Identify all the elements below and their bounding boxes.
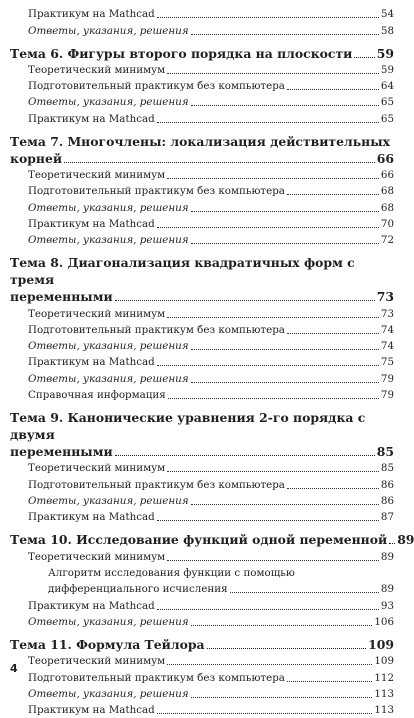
dot-leader bbox=[157, 609, 379, 610]
dot-leader bbox=[287, 333, 379, 334]
toc-entry-page: 109 bbox=[374, 655, 394, 668]
toc-entry-page: 54 bbox=[380, 8, 394, 21]
toc-entry[interactable] bbox=[10, 354, 394, 370]
toc-entry-title: Практикум на Mathcad bbox=[28, 511, 155, 524]
toc-entry[interactable] bbox=[10, 322, 394, 338]
toc-entry-title: Ответы, указания, решения bbox=[28, 616, 189, 629]
toc-section-heading[interactable] bbox=[10, 254, 394, 305]
section-title-line: Тема 10. Исследование функций одной переменной bbox=[10, 532, 388, 548]
toc-entry[interactable] bbox=[10, 669, 394, 685]
toc-entry-page: 75 bbox=[380, 356, 394, 369]
section-page: 109 bbox=[368, 637, 394, 653]
section-title-line: Тема 11. Формула Тейлора bbox=[10, 637, 205, 653]
table-of-contents bbox=[10, 6, 414, 718]
toc-entry[interactable] bbox=[10, 387, 394, 403]
toc-entry[interactable] bbox=[10, 370, 394, 386]
dot-leader bbox=[157, 520, 379, 521]
toc-entry-page: 87 bbox=[380, 511, 394, 524]
dot-leader bbox=[64, 162, 375, 163]
section-title-row bbox=[10, 288, 394, 305]
toc-entry[interactable] bbox=[10, 476, 394, 492]
toc-entry-title: Теоретический минимум bbox=[28, 307, 166, 320]
toc-entry-title: Теоретический минимум bbox=[28, 655, 166, 668]
dot-leader bbox=[191, 625, 373, 626]
toc-entry-page: 89 bbox=[380, 550, 394, 563]
dot-leader bbox=[167, 317, 379, 318]
toc-entry-title: Теоретический минимум bbox=[28, 462, 166, 475]
toc-entry-page: 106 bbox=[374, 616, 394, 629]
toc-entry-title: Подготовительный практикум без компьютера bbox=[28, 80, 285, 93]
toc-entry-title: Ответы, указания, решения bbox=[28, 340, 189, 353]
page-number: 4 bbox=[10, 662, 18, 675]
toc-entry-page: 68 bbox=[380, 185, 394, 198]
toc-entry-title: Ответы, указания, решения bbox=[28, 201, 189, 214]
toc-entry[interactable] bbox=[10, 338, 394, 354]
toc-entry[interactable] bbox=[10, 566, 394, 597]
toc-entry[interactable] bbox=[10, 6, 394, 22]
toc-entry-title: Теоретический минимум bbox=[28, 63, 166, 76]
toc-entry[interactable] bbox=[10, 548, 394, 564]
toc-entry[interactable] bbox=[10, 78, 394, 94]
toc-entry[interactable] bbox=[10, 183, 394, 199]
section-title-line: Тема 8. Диагонализация квадратичных форм с тремя bbox=[10, 255, 355, 288]
section-page: 66 bbox=[376, 150, 394, 166]
dot-leader bbox=[191, 34, 379, 35]
toc-entry-title: Подготовительный практикум без компьютера bbox=[28, 671, 285, 684]
dot-leader bbox=[157, 17, 379, 18]
section-title-row bbox=[10, 531, 414, 548]
toc-entry-title: Подготовительный практикум без компьютера bbox=[28, 478, 285, 491]
dot-leader bbox=[191, 697, 373, 698]
toc-entry[interactable] bbox=[10, 167, 394, 183]
toc-entry-page: 72 bbox=[380, 234, 394, 247]
dot-leader bbox=[287, 488, 379, 489]
dot-leader bbox=[191, 243, 379, 244]
dot-leader bbox=[167, 178, 379, 179]
dot-leader bbox=[191, 382, 379, 383]
dot-leader bbox=[115, 455, 375, 456]
section-page: 59 bbox=[376, 45, 394, 61]
section-title-line: корней bbox=[10, 150, 63, 166]
toc-entry[interactable] bbox=[10, 110, 394, 126]
toc-entry-title: Практикум на Mathcad bbox=[28, 704, 155, 717]
toc-entry[interactable] bbox=[10, 216, 394, 232]
toc-entry-page: 93 bbox=[380, 599, 394, 612]
dot-leader bbox=[157, 122, 379, 123]
toc-entry[interactable] bbox=[10, 493, 394, 509]
section-title-line: переменными bbox=[10, 289, 113, 305]
toc-entry[interactable] bbox=[10, 653, 394, 669]
toc-entry[interactable] bbox=[10, 94, 394, 110]
section-title-line: переменными bbox=[10, 444, 113, 460]
toc-entry-page: 74 bbox=[380, 323, 394, 336]
toc-entry[interactable] bbox=[10, 614, 394, 630]
toc-entry-title: Практикум на Mathcad bbox=[28, 599, 155, 612]
toc-entry-page: 113 bbox=[374, 688, 394, 701]
toc-entry-page: 65 bbox=[380, 112, 394, 125]
dot-leader bbox=[207, 648, 367, 649]
toc-section-heading[interactable] bbox=[10, 409, 394, 460]
dot-leader bbox=[168, 398, 379, 399]
toc-entry-page: 66 bbox=[380, 169, 394, 182]
section-title-row bbox=[10, 45, 394, 62]
toc-entry-page: 68 bbox=[380, 201, 394, 214]
toc-entry[interactable] bbox=[10, 22, 394, 38]
toc-entry-page: 73 bbox=[380, 307, 394, 320]
toc-entry-title: Ответы, указания, решения bbox=[28, 96, 189, 109]
toc-entry-page: 79 bbox=[380, 389, 394, 402]
toc-entry-title: Подготовительный практикум без компьютера bbox=[28, 185, 285, 198]
section-title-line: Тема 9. Канонические уравнения 2-го порядка с двумя bbox=[10, 410, 366, 443]
dot-leader bbox=[191, 504, 379, 505]
toc-entry[interactable] bbox=[10, 598, 394, 614]
toc-entry-page: 89 bbox=[380, 582, 394, 595]
toc-entry-title: Ответы, указания, решения bbox=[28, 494, 189, 507]
toc-entry-title: Практикум на Mathcad bbox=[28, 112, 155, 125]
toc-entry[interactable] bbox=[10, 232, 394, 248]
toc-entry[interactable] bbox=[10, 702, 394, 718]
toc-entry-title: Ответы, указания, решения bbox=[28, 688, 189, 701]
section-page: 85 bbox=[376, 444, 394, 460]
section-title-row bbox=[10, 150, 394, 167]
dot-leader bbox=[287, 194, 379, 195]
toc-entry-title: Практикум на Mathcad bbox=[28, 8, 155, 21]
toc-entry-title: Ответы, указания, решения bbox=[28, 372, 189, 385]
toc-entry[interactable] bbox=[10, 62, 394, 78]
toc-entry-title-line: дифференциального исчисления bbox=[48, 582, 228, 595]
toc-entry-page: 64 bbox=[380, 80, 394, 93]
dot-leader bbox=[230, 592, 379, 593]
toc-entry[interactable] bbox=[10, 686, 394, 702]
section-title-line: Тема 7. Многочлены: локализация действительных bbox=[10, 133, 391, 149]
toc-entry-page: 85 bbox=[380, 462, 394, 475]
dot-leader bbox=[167, 664, 372, 665]
toc-entry[interactable] bbox=[10, 509, 394, 525]
toc-entry[interactable] bbox=[10, 460, 394, 476]
toc-entry-page: 59 bbox=[380, 63, 394, 76]
toc-entry-title: Справочная информация bbox=[28, 389, 166, 402]
dot-leader bbox=[157, 365, 379, 366]
dot-leader bbox=[389, 543, 395, 544]
toc-section-heading[interactable] bbox=[10, 133, 394, 167]
toc-entry-page: 86 bbox=[380, 494, 394, 507]
section-title-row bbox=[10, 443, 394, 460]
dot-leader bbox=[115, 300, 375, 301]
dot-leader bbox=[287, 89, 379, 90]
toc-entry-title-line: Алгоритм исследования функции с помощью bbox=[48, 566, 295, 579]
toc-entry-title: Подготовительный практикум без компьютера bbox=[28, 323, 285, 336]
toc-entry-title: Ответы, указания, решения bbox=[28, 24, 189, 37]
section-page: 73 bbox=[376, 289, 394, 305]
dot-leader bbox=[167, 73, 379, 74]
toc-entry-title: Теоретический минимум bbox=[28, 169, 166, 182]
toc-entry-page: 79 bbox=[380, 372, 394, 385]
toc-entry[interactable] bbox=[10, 305, 394, 321]
dot-leader bbox=[167, 560, 379, 561]
toc-entry-page: 70 bbox=[380, 217, 394, 230]
toc-entry-page: 65 bbox=[380, 96, 394, 109]
toc-entry-page: 112 bbox=[374, 671, 394, 684]
toc-entry-row bbox=[48, 581, 394, 597]
toc-entry-page: 74 bbox=[380, 340, 394, 353]
toc-entry-page: 58 bbox=[380, 24, 394, 37]
dot-leader bbox=[157, 227, 379, 228]
toc-entry-page: 113 bbox=[374, 704, 394, 717]
toc-entry-title: Теоретический минимум bbox=[28, 550, 166, 563]
section-title-line: Тема 6. Фигуры второго порядка на плоскости bbox=[10, 45, 353, 61]
toc-section-heading[interactable] bbox=[10, 531, 414, 548]
section-page: 89 bbox=[397, 532, 414, 548]
toc-entry-title: Ответы, указания, решения bbox=[28, 234, 189, 247]
toc-entry-title: Практикум на Mathcad bbox=[28, 356, 155, 369]
dot-leader bbox=[287, 681, 372, 682]
section-title-row bbox=[10, 636, 394, 653]
dot-leader bbox=[191, 211, 379, 212]
dot-leader bbox=[191, 349, 379, 350]
toc-section-heading[interactable] bbox=[10, 636, 394, 653]
toc-entry-title: Практикум на Mathcad bbox=[28, 217, 155, 230]
dot-leader bbox=[191, 105, 379, 106]
toc-entry[interactable] bbox=[10, 199, 394, 215]
dot-leader bbox=[354, 57, 374, 58]
dot-leader bbox=[157, 713, 373, 714]
toc-entry-page: 86 bbox=[380, 478, 394, 491]
toc-section-heading[interactable] bbox=[10, 45, 394, 62]
dot-leader bbox=[167, 471, 379, 472]
